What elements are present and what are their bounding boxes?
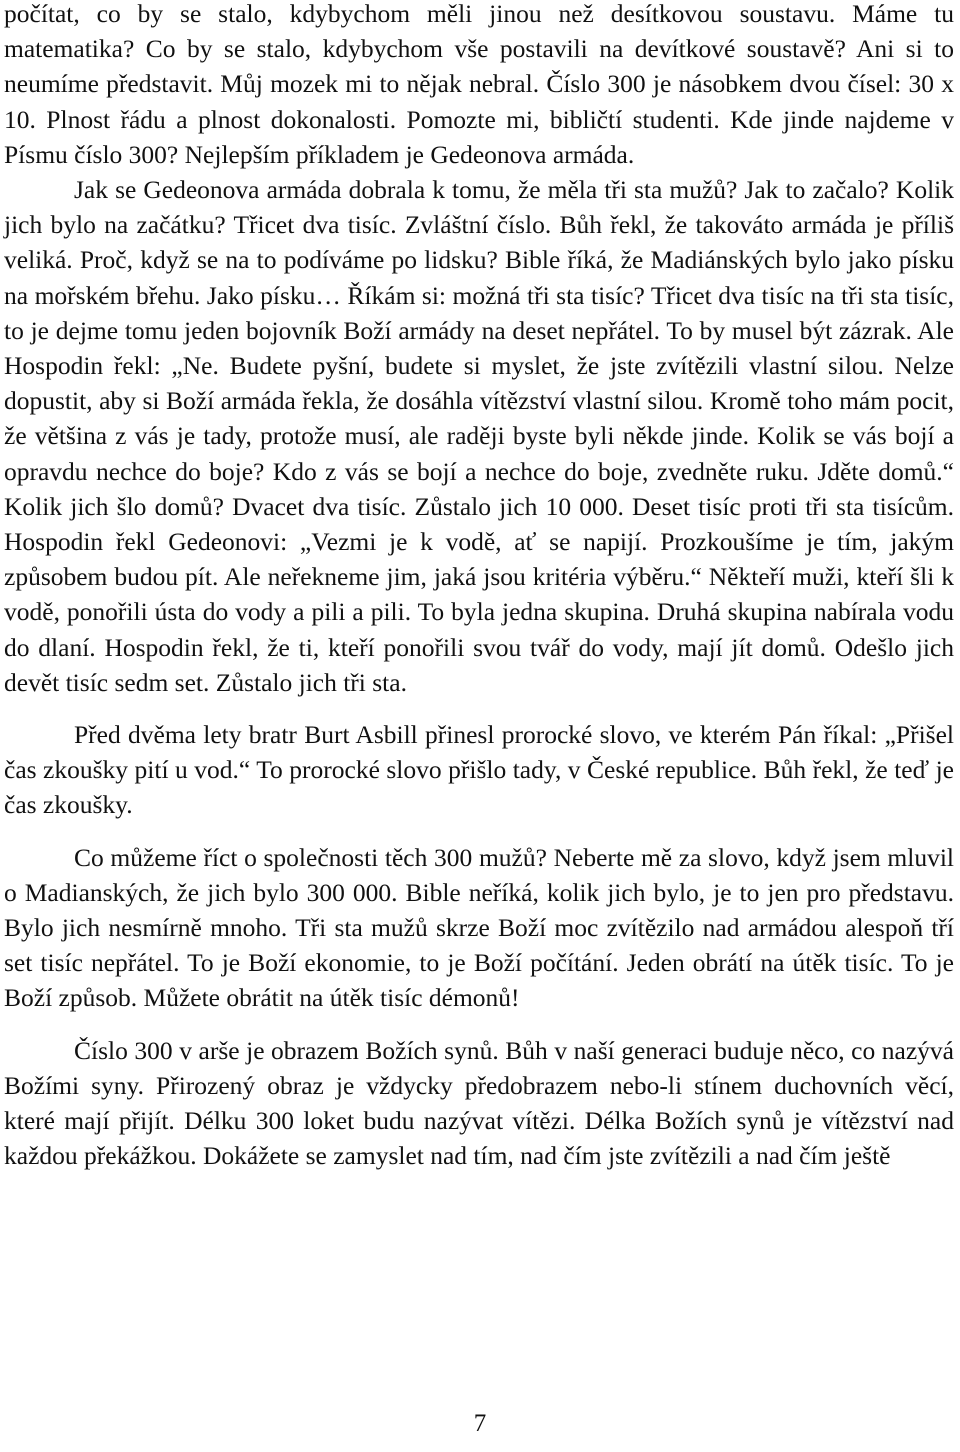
paragraph-2: Jak se Gedeonova armáda dobrala k tomu, že měla tři sta mužů? Jak to začalo? Kolik jich bylo na začátku? Třicet dva tisíc. Zvláštní číslo. Bůh řekl, že takováto armáda je příliš veliká. Proč, když se na to podíváme po lidsku? Bible říká, že Madiánských bylo jako písku na mořském břehu. Jako písku… Říkám si: možná tři sta tisíc? Třicet dva tisíc na tři sta tisíc, to je dejme tomu jeden bojovník Boží armády na deset nepřátel. To by musel být zázrak. Ale Hospodin řekl: „Ne. Budete pyšní, budete si myslet, že jste zvítězili vlastní silou. Nelze dopustit, aby si Boží armáda řekla, že dosáhla vítězství vlastní silou. Kromě toho mám pocit, že většina z vás je tady, protože musí, ale raději byste byli někde jinde. Kolik se vás bojí a opravdu nechce do boje? Kdo z vás se bojí a nechce do boje, zvedněte ruku. Jděte domů.“ Kolik jich šlo domů? Dvacet dva tisíc. Zůstalo jich 10 000. Deset tisíc proti tři sta tisícům. Hospodin řekl Gedeonovi: „Vezmi je k vodě, ať se napijí. Prozkoušíme je tím, jakým způsobem budou pít. Ale neřekneme jim, jaká jsou kritéria výběru.“ Někteří muži, kteří šli k vodě, ponořili ústa do vody a pili a pili. To byla jedna skupina. Druhá skupina nabírala vodu do dlaní. Hospodin řekl, že ti, kteří ponořili svou tvář do vody, mají jít domů. Odešlo jich devět tisíc sedm set. Zůstalo jich tři sta. xyxy=(4,175,954,697)
document-page xyxy=(4,0,954,1174)
page-number: 7 xyxy=(473,1410,487,1437)
paragraph-5: Číslo 300 v arše je obrazem Božích synů. Bůh v naší generaci buduje něco, co nazývá Božími syny. Přirozený obraz je vždycky předobrazem nebo-li stínem duchovních věcí, které mají přijít. Délku 300 loket budu nazývat vítězi. Délka Božích synů je vítězství nad každou překážkou. Dokážete se zamyslet nad tím, nad čím jste zvítězili a nad čím ještě xyxy=(4,1035,954,1171)
paragraph-4: Co můžeme říct o společnosti těch 300 mužů? Neberte mě za slovo, když jsem mluvil o Madianských, že jich bylo 300 000. Bible neříká, kolik jich bylo, je to jen pro představu. Bylo jich nesmírně mnoho. Tři sta mužů skrze Boží moc zvítězilo nad armádou alespoň tří set tisíc nepřátel. To je Boží ekonomie, to je Boží počítání. Jeden obrátí na útěk tisíc. To je Boží způsob. Můžete obrátit na útěk tisíc démonů! xyxy=(4,842,954,1013)
paragraph-1: počítat, co by se stalo, kdybychom měli jinou než desítkovou soustavu. Máme tu matematika? Co by se stalo, kdybychom vše postavili na devítkové soustavě? Ani si to neumíme představit. Můj mozek mi to nějak nebral. Číslo 300 je násobkem dvou čísel: 30 x 10. Plnost řádu a plnost dokonalosti. Pomozte mi, bibličtí studenti. Kde jinde najdeme v Písmu číslo 300? Nejlepším příkladem je Gedeonova armáda. xyxy=(4,0,954,169)
paragraph-3: Před dvěma lety bratr Burt Asbill přinesl prorocké slovo, ve kterém Pán říkal: „Přišel čas zkoušky pití u vod.“ To prorocké slovo přišlo tady, v České republice. Bůh řekl, že teď je čas zkoušky. xyxy=(4,720,954,820)
